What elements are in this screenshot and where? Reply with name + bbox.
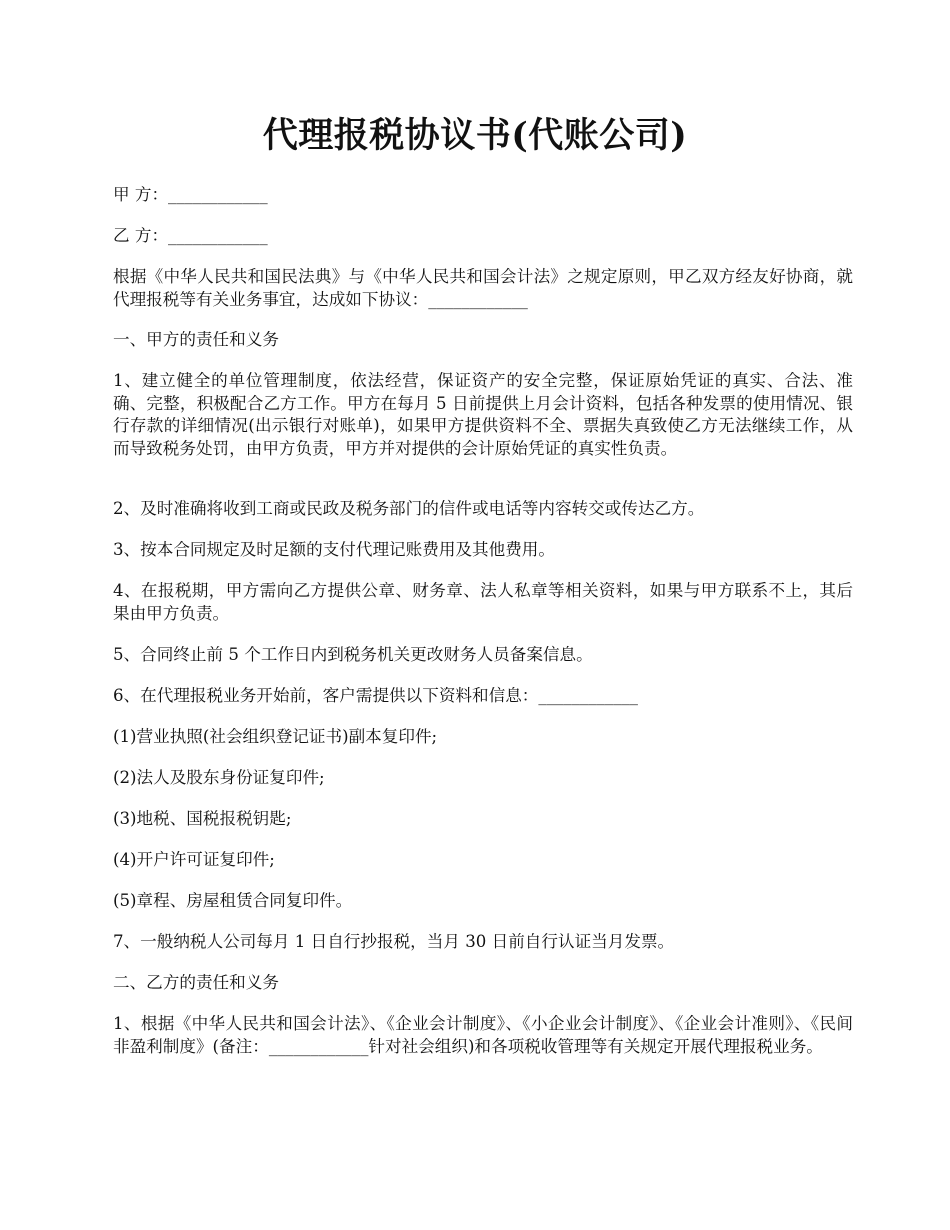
clause-a-2: 2、及时准确将收到工商或民政及税务部门的信件或电话等内容转交或传达乙方。: [113, 499, 705, 518]
section-heading-party-a: 一、甲方的责任和义务: [113, 330, 279, 349]
clause-a-7: 7、一般纳税人公司每月 1 日自行抄报税，当月 30 日前自行认证当月发票。: [113, 932, 675, 951]
clause-a-3: 3、按本合同规定及时足额的支付代理记账费用及其他费用。: [113, 540, 555, 559]
required-document-3: (3)地税、国税报税钥匙;: [113, 809, 292, 828]
document-title: 代理报税协议书(代账公司): [262, 115, 688, 156]
required-document-5: (5)章程、房屋租赁合同复印件。: [113, 891, 353, 910]
required-document-1: (1)营业执照(社会组织登记证书)副本复印件;: [113, 727, 438, 746]
required-document-4: (4)开户许可证复印件;: [113, 850, 275, 869]
party-b-line: 乙 方：____________: [113, 226, 268, 245]
clause-a-6: 6、在代理报税业务开始前，客户需提供以下资料和信息：____________: [113, 686, 638, 705]
clause-a-4: 4、在报税期，甲方需向乙方提供公章、财务章、法人私章等相关资料，如果与甲方联系不上，其后果由甲方负责。: [113, 581, 853, 623]
section-heading-party-b: 二、乙方的责任和义务: [113, 973, 279, 992]
required-document-2: (2)法人及股东身份证复印件;: [113, 768, 325, 787]
clause-a-5: 5、合同终止前 5 个工作日内到税务机关更改财务人员备案信息。: [113, 645, 593, 664]
clause-a-1: 1、建立健全的单位管理制度，依法经营，保证资产的安全完整，保证原始凭证的真实、合法、准确、完整，积极配合乙方工作。甲方在每月 5 日前提供上月会计资料，包括各种发票的使用情况、银行存款的详细情况(出示银行对账单)，如果甲方提供资料不全、票据失真致使乙方无法继续工作，从而导致税务处罚，由甲方负责，甲方并对提供的会计原始凭证的真实性负责。: [113, 371, 853, 458]
clause-b-1: 1、根据《中华人民共和国会计法》、《企业会计制度》、《小企业会计制度》、《企业会计准则》、《民间非盈利制度》(备注：____________针对社会组织)和各项税收管理等有关规定开展代理报税业务。: [113, 1014, 853, 1056]
party-a-line: 甲 方：____________: [113, 185, 268, 204]
preamble-paragraph: 根据《中华人民共和国民法典》与《中华人民共和国会计法》之规定原则，甲乙双方经友好协商，就代理报税等有关业务事宜，达成如下协议：____________: [113, 267, 853, 309]
